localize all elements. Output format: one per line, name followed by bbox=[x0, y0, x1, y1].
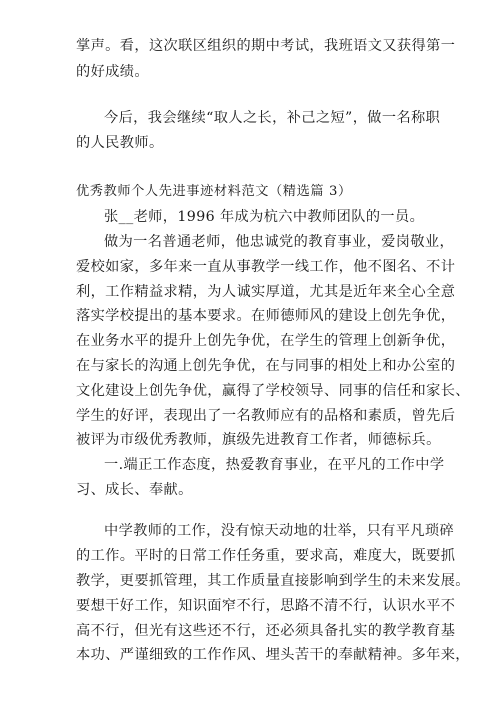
text-line: 的工作。平时的日常工作任务重，要求高，难度大，既要抓 bbox=[76, 548, 456, 564]
text-line: 掌声。看，这次联区组织的期中考试，我班语文又获得第一 bbox=[76, 38, 456, 54]
text-line: 的人民教师。 bbox=[76, 135, 164, 151]
text-line: 要想干好工作，知识面窄不行，思路不清不行，认识水平不 bbox=[76, 598, 456, 614]
text-line: 中学教师的工作，没有惊天动地的壮举，只有平凡琐碎 bbox=[104, 523, 455, 539]
text-line: 学生的好评，表现出了一名教师应有的品格和素质，曾先后 bbox=[76, 408, 456, 424]
text-line: 习、成长、奉献。 bbox=[76, 482, 193, 498]
text-line: 的好成绩。 bbox=[76, 64, 149, 80]
text-line: 被评为市级优秀教师，旗级先进教育工作者，师德标兵。 bbox=[76, 432, 441, 448]
text-line: 一.端正工作态度，热爱教育事业，在平凡的工作中学 bbox=[104, 457, 445, 473]
text-line: 在业务水平的提升上创先争优，在学生的管理上创新争优， bbox=[76, 333, 456, 349]
text-line: 教学，更要抓管理，其工作质量直接影响到学生的未来发展。 bbox=[76, 573, 470, 589]
section-heading: 优秀教师个人先进事迹材料范文（精选篇 3） bbox=[76, 184, 352, 199]
text-line: 利，工作精益求精，为人诚实厚道，尤其是近年来全心全意 bbox=[76, 284, 456, 300]
text-line: 落实学校提出的基本要求。在师德师风的建设上创先争优， bbox=[76, 308, 456, 324]
text-line: 高不行，但光有这些还不行，还必须具备扎实的教学教育基 bbox=[76, 623, 456, 639]
text-line: 本功、严谨细致的工作作风、埋头苦干的奉献精神。多年来， bbox=[76, 647, 470, 663]
text-line: 张__老师，1996 年成为杭六中教师团队的一员。 bbox=[104, 209, 425, 225]
text-line: 做为一名普通老师，他忠诚党的教育事业，爱岗敬业， bbox=[104, 234, 455, 250]
text-line: 爱校如家，多年来一直从事教学一线工作，他不图名、不计 bbox=[76, 259, 456, 275]
text-line: 在与家长的沟通上创先争优，在与同事的相处上和办公室的 bbox=[76, 358, 456, 374]
text-line: 今后，我会继续“取人之长，补己之短”，做一名称职 bbox=[104, 110, 441, 126]
text-line: 文化建设上创先争优，赢得了学校领导、同事的信任和家长、 bbox=[76, 383, 470, 399]
